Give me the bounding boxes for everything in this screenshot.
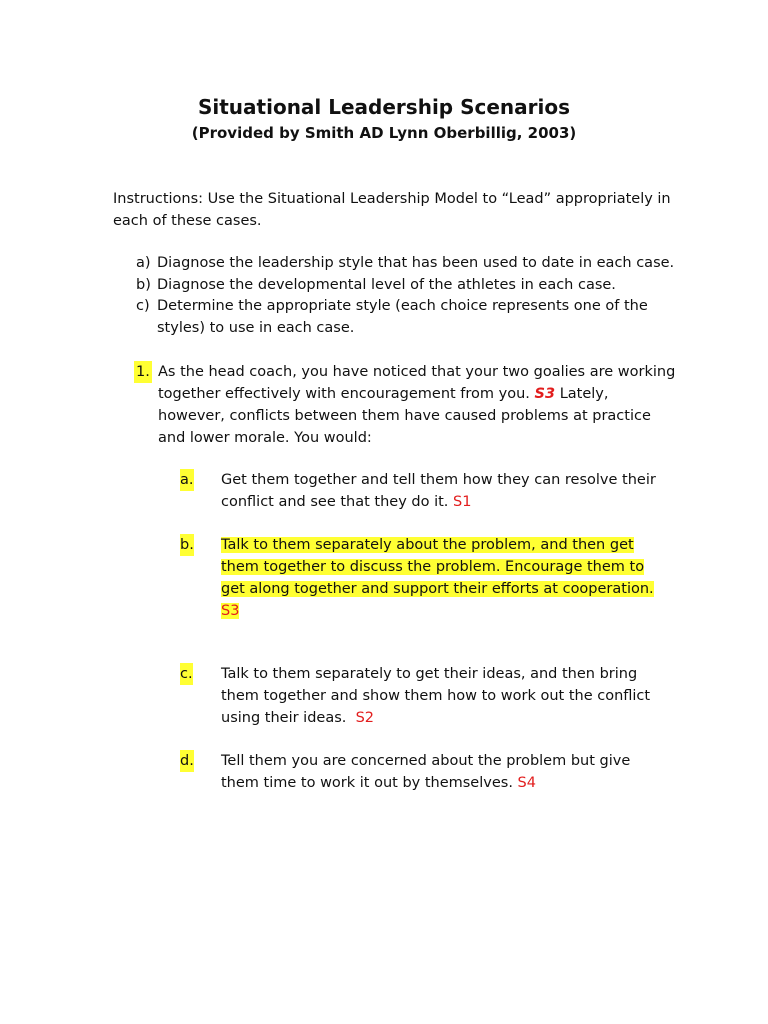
question-text xyxy=(158,361,678,449)
document-subtitle: (Provided by Smith AD Lynn Oberbillig, 2003) xyxy=(191,124,577,142)
question-text-before: As the head coach, you have noticed that your two goalies are working together effectively with encouragement from you. xyxy=(158,364,676,402)
question-text-after: Lately, however, conflicts between them have caused problems at practice and lower morale. You would: xyxy=(158,386,651,446)
instructions-label: Instructions xyxy=(113,191,199,207)
option-a-label: a. xyxy=(180,469,194,491)
instructions-text: : Use the Situational Leadership Model to “Lead” appropriately in each of these cases. xyxy=(113,191,671,229)
step-label: a) xyxy=(136,255,151,271)
option-b-text xyxy=(221,534,671,622)
instruction-steps-list xyxy=(136,253,676,339)
step-text: Diagnose the developmental level of the athletes in each case. xyxy=(157,276,616,293)
option-style-tag: S2 xyxy=(355,710,375,726)
question-number: 1. xyxy=(134,361,152,383)
option-a-text xyxy=(221,469,671,513)
option-c-text xyxy=(221,663,671,729)
document-title: Situational Leadership Scenarios xyxy=(197,95,570,119)
option-text: Get them together and tell them how they can resolve their conflict and see that they do it. xyxy=(221,472,656,510)
option-b-label: b. xyxy=(180,534,194,556)
option-d-label: d. xyxy=(180,750,194,772)
option-style-tag: S1 xyxy=(453,494,472,510)
option-d-text xyxy=(221,750,671,794)
step-text: Determine the appropriate style (each choice represents one of the styles) to use in each case. xyxy=(157,298,648,336)
step-text: Diagnose the leadership style that has been used to date in each case. xyxy=(157,255,675,271)
option-style-tag: S4 xyxy=(517,775,536,791)
option-text: Talk to them separately to get their ideas, and then bring them together and show them how to work out the conflict using their ideas. xyxy=(221,666,651,726)
option-text: Tell them you are concerned about the problem but give them time to work it out by themselves. xyxy=(221,753,631,791)
question-style-tag: S3 xyxy=(534,386,556,402)
instructions-paragraph xyxy=(113,188,673,232)
option-text: Talk to them separately about the problem, and then get them together to discuss the problem. Encourage them to get along together and support their efforts at cooperation. xyxy=(221,537,654,597)
list-item xyxy=(136,275,676,297)
step-label: c) xyxy=(136,298,150,314)
option-style-tag: S3 xyxy=(221,603,240,619)
list-item xyxy=(136,253,676,275)
list-item xyxy=(136,296,676,339)
option-c-label: c. xyxy=(180,663,193,685)
step-label: b) xyxy=(136,276,151,293)
